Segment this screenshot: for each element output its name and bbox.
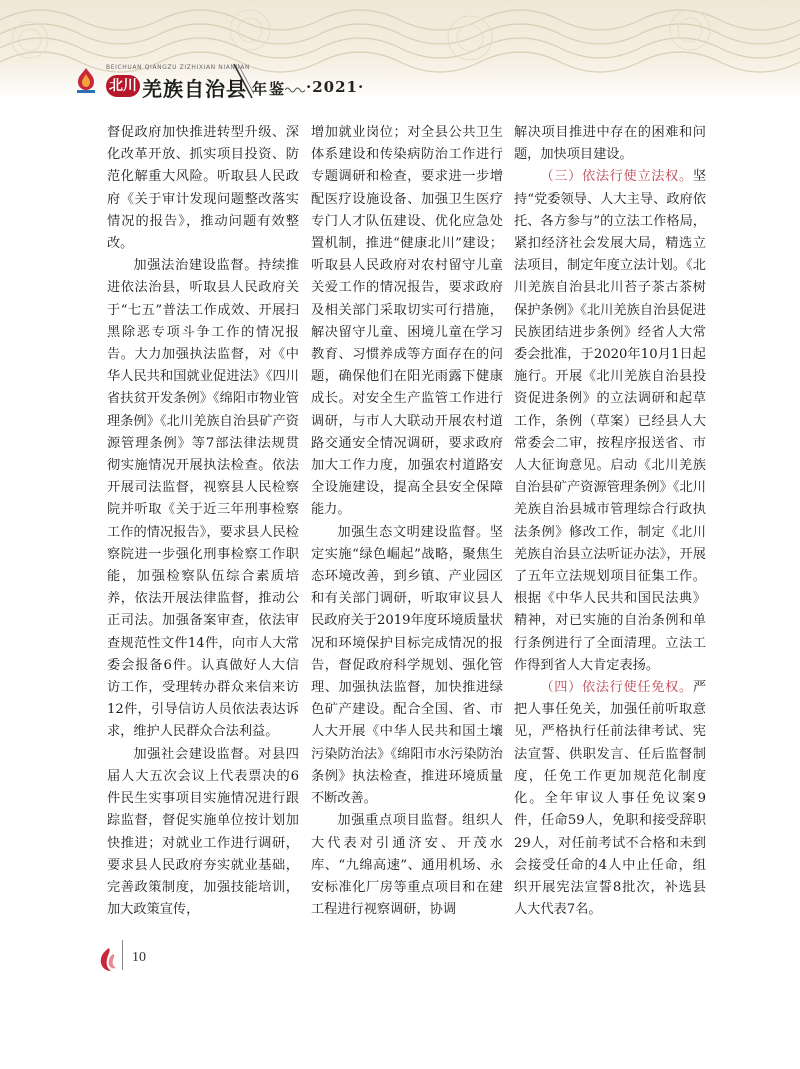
page-header bbox=[0, 0, 800, 100]
section-heading-appointment: （四）依法行使任免权。 bbox=[540, 680, 693, 696]
paragraph: 加强社会建设监督。对县四届人大五次会议上代表票决的6件民生实事项目实施情况进行跟踪监督，督促实施单位按计划加快推进；对就业工作进行调研，要求县人民政府夯实就业基础，完善政策制度，加强技能培训，加大政策宣传， bbox=[107, 746, 299, 918]
paragraph: 加强重点项目监督。组织人大代表对引通济安、开茂水库、“九绵高速”、通用机场、永安标准化厂房等重点项目和在建工程进行视察调研，协调 bbox=[311, 813, 503, 918]
title-badge: 北川 bbox=[106, 75, 140, 97]
paragraph: 解决项目推进中存在的困难和问题，加快项目建设。 bbox=[514, 125, 706, 163]
section-body: 坚持“党委领导、人大主导、政府依托、各方参与”的立法工作格局，紧扣经济社会发展大局，精选立法项目，制定年度立法计划。《北川羌族自治县北川苔子茶古茶树保护条例》《北川羌族自治县促进民族团结进步条例》经省人大常委会批准，于2020年10月1日起施行。开展《北川羌族自治县投资促进条例》的立法调研和起草工作，条例（草案）已经县人大常委会二审，按程序报送省、市人大征询意见。启动《北川羌族自治县矿产资源管理条例》《北川羌族自治县城市管理综合行政执法条例》修改工作，制定《北川羌族自治县立法听证办法》，开展了五年立法规划项目征集工作。根据《中华人民共和国民法典》精神，对已实施的自治条例和单行条例进行了全面清理。立法工作得到省人大肯定表扬。 bbox=[514, 169, 706, 673]
paragraph: 加强生态文明建设监督。坚定实施“绿色崛起”战略，聚焦生态环境改善，到乡镇、产业园区和有关部门调研，听取审议县人民政府关于2019年度环境质量状况和环境保护目标完成情况的报告，督促政府科学规划、强化管理、加强执法监督，加快推进绿色矿产建设。配合全国、省、市人大开展《中华人民共和国土壤污染防治法》《绵阳市水污染防治条例》执法检查，推进环境质量不断改善。 bbox=[311, 524, 503, 807]
text-column-3 bbox=[514, 122, 706, 921]
paragraph: 加强法治建设监督。持续推进依法治县，听取县人民政府关于“七五”普法工作成效、开展扫黑除恶专项斗争工作的情况报告。大力加强执法监督，对《中华人民共和国就业促进法》《四川省扶贫开发条例》《绵阳市物业管理条例》《北川羌族自治县矿产资源管理条例》等7部法律法规贯彻实施情况开展执法检查。依法开展司法监督，视察县人民检察院并听取《关于近三年刑事检察工作的情况报告》，要求县人民检察院进一步强化刑事检察工作职能，加强检察队伍综合素质培养，依法开展法律监督，推动公正司法。加强备案审查，依法审查规范性文件14件，向市人大常委会报备6件。认真做好人大信访工作，受理转办群众来信来访12件，引导信访人员依法表达诉求，维护人民群众合法利益。 bbox=[107, 258, 299, 740]
small-wave-decoration bbox=[285, 86, 305, 94]
footer-divider bbox=[122, 940, 123, 970]
paragraph: 督促政府加快推进转型升级、深化改革开放、抓实项目投资、防范化解重大风险。听取县人民政府《关于审计发现问题整改落实情况的报告》，推动问题有效整改。 bbox=[107, 125, 299, 252]
text-column-2 bbox=[311, 122, 503, 921]
footer-flower-icon bbox=[95, 946, 119, 974]
page-number: 10 bbox=[132, 950, 146, 965]
header-pinyin: BEICHUAN QIANGZU ZIZHIXIAN NIANJIAN bbox=[106, 64, 251, 71]
county-logo-icon bbox=[74, 66, 98, 94]
paragraph bbox=[514, 166, 706, 677]
title-divider-decoration bbox=[232, 62, 254, 100]
text-column-1 bbox=[107, 122, 299, 921]
section-body: 严把人事任免关，加强任前听取意见，严格执行任前法律考试、宪法宣誓、供职发言、任后监督制度，任免工作更加规范化制度化。全年审议人事任免议案9件，任命59人，免职和接受辞职29人，对任前考试不合格和未到会接受任命的4人中止任命，组织开展宪法宣誓8批次，补选县人大代表7名。 bbox=[514, 680, 706, 918]
header-year: ·2021· bbox=[306, 78, 365, 96]
header-yearbook-label: 年鉴 bbox=[252, 80, 287, 98]
paragraph: 增加就业岗位；对全县公共卫生体系建设和传染病防治工作进行专题调研和检查，要求进一步增配医疗设施设备、加强卫生医疗专门人才队伍建设、优化应急处置机制，推进“健康北川”建设；听取县人民政府对农村留守儿童关爱工作的情况报告，要求政府及相关部门采取切实可行措施，解决留守儿童、困境儿童在学习教育、习惯养成等方面存在的问题，确保他们在阳光雨露下健康成长。对安全生产监管工作进行调研，与市人大联动开展农村道路交通安全情况调研，要求政府加大工作力度，加强农村道路安全设施建设，提高全县安全保障能力。 bbox=[311, 125, 503, 518]
section-heading-legislation: （三）依法行使立法权。 bbox=[540, 169, 693, 185]
paragraph bbox=[514, 677, 706, 921]
header-title: 羌族自治县 bbox=[142, 77, 247, 100]
